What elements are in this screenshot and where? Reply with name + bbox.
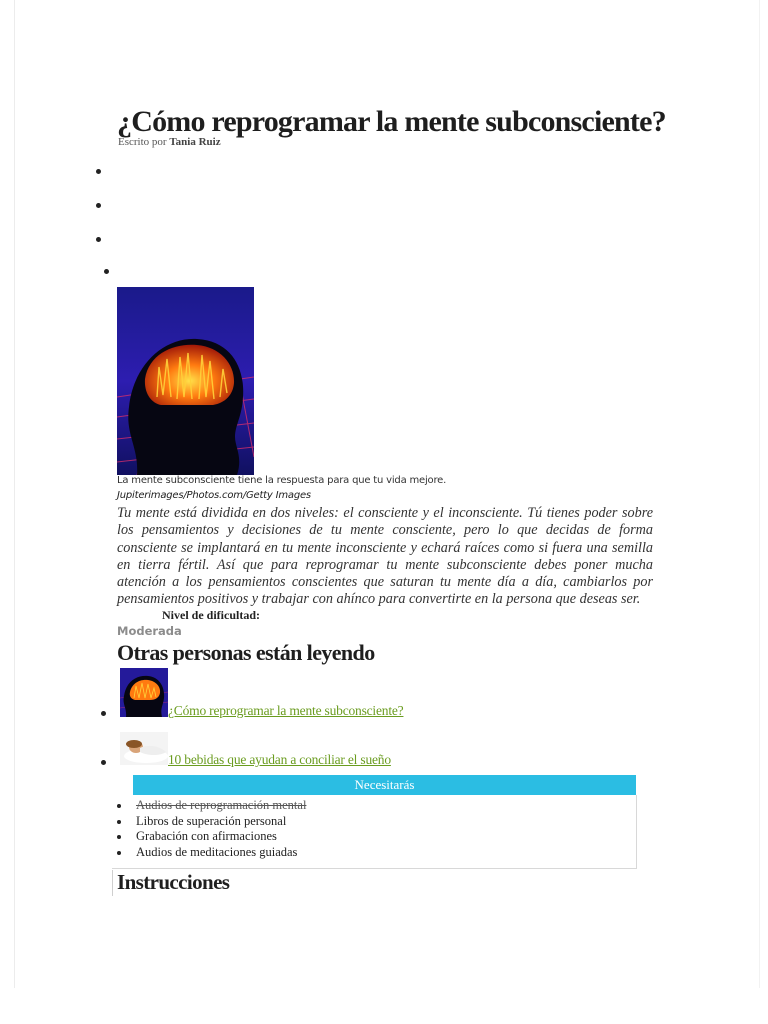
needs-heading: Necesitarás [133,775,636,795]
image-credit: Jupiterimages/Photos.com/Getty Images [117,490,311,501]
page-right-edge [759,0,760,988]
instructions-heading: Instrucciones [117,870,230,894]
difficulty-value: Moderada [117,624,182,638]
difficulty-label: Nivel de dificultad: [162,608,260,622]
article-title: ¿Cómo reprogramar la mente subconsciente? [117,105,666,138]
needs-item: Audios de reprogramación mental [117,798,306,814]
related-bullet [101,711,106,716]
related-heading: Otras personas están leyendo [117,640,375,665]
page-left-edge [14,0,15,988]
share-bullet[interactable] [96,169,101,174]
share-bullet[interactable] [104,269,109,274]
related-bullet [101,760,106,765]
article-image[interactable] [117,287,254,475]
needs-list [117,798,306,860]
needs-item: Grabación con afirmaciones [117,829,306,845]
needs-item: Audios de meditaciones guiadas [117,845,306,861]
related-link[interactable]: ¿Cómo reprogramar la mente subconsciente? [168,703,404,718]
share-bullet[interactable] [96,237,101,242]
byline [118,136,221,148]
share-bullet[interactable] [96,203,101,208]
needs-item: Libros de superación personal [117,814,306,830]
article-intro: Tu mente está dividida en dos niveles: el consciente y el inconsciente. Tú tienes poder sobre los pensamientos y decisiones de tu mente consciente, pero lo que decidas de forma consciente se implantará en tu mente inconsciente y echará raíces como si fuera una semilla en tierra fértil. Así que para reprogramar tu mente subconsciente debes poner mucha atención a los pensamientos conscientes que saturan tu mente día a día, cambiarlos por pensamientos positivos y trabajar con ahínco para convertirte en la persona que deseas ser. [117,505,653,608]
instructions-divider [112,870,113,896]
sleeping-person-thumbnail-icon[interactable] [120,732,168,765]
byline-prefix: Escrito por [118,136,167,148]
related-link[interactable]: 10 bebidas que ayudan a conciliar el sueño [168,752,391,767]
author-name[interactable]: Tania Ruiz [169,136,221,148]
image-caption: La mente subconsciente tiene la respuesta para que tu vida mejore. [117,475,447,486]
brain-head-icon [117,287,254,475]
brain-thumbnail-icon[interactable] [120,668,168,717]
